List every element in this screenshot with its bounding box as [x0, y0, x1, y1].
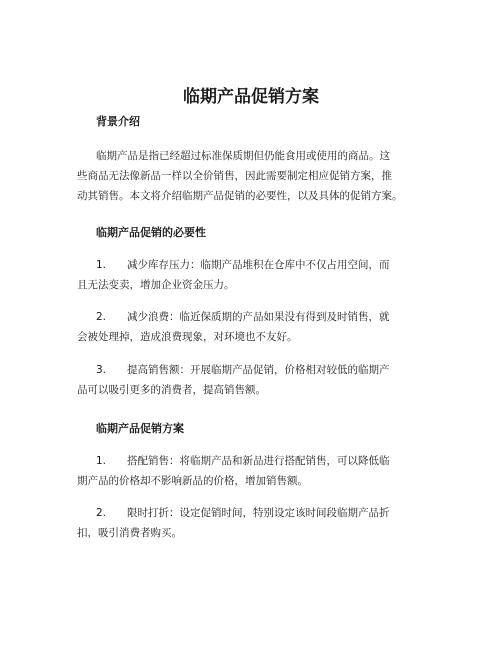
text-line: 减少库存压力：临期产品堆积在仓库中不仅占用空间，而: [127, 259, 390, 271]
text-line: 临期产品是指已经超过标准保质期但仍能食用或使用的商品。这: [96, 150, 390, 162]
text-line: 限时打折：设定促销时间，特别设定该时间段临期产品折: [127, 507, 390, 519]
text-line: 减少浪费：临近保质期的产品如果没有得到及时销售，就: [127, 311, 390, 323]
text-line: 期产品的价格却不影响新品的价格，增加销售额。: [77, 475, 308, 487]
section-heading-plan: 临期产品促销方案: [96, 422, 184, 435]
list-item: [77, 255, 439, 295]
text-line: 搭配销售：将临期产品和新品进行搭配销售，可以降低临: [127, 455, 390, 467]
paragraph-background: [77, 146, 439, 206]
list-item: [77, 451, 439, 491]
page-title: 临期产品促销方案: [183, 87, 319, 107]
list-number: 2.: [96, 507, 107, 519]
list-item: [77, 503, 439, 543]
list-item: [77, 360, 439, 400]
list-number: 3.: [96, 364, 107, 376]
text-line: 且无法变卖，增加企业资金压力。: [77, 279, 235, 291]
list-number: 1.: [96, 259, 107, 271]
section-heading-background: 背景介绍: [96, 115, 140, 128]
list-number: 2.: [96, 311, 107, 323]
text-line: 扣，吸引消费者购买。: [77, 527, 182, 539]
list-number: 1.: [96, 455, 107, 467]
text-line: 提高销售额：开展临期产品促销，价格相对较低的临期产: [127, 364, 390, 376]
text-line: 会被处理掉，造成浪费现象，对环境也不友好。: [77, 331, 298, 343]
text-line: 品可以吸引更多的消费者，提高销售额。: [77, 384, 266, 396]
text-line: 动其销售。本文将介绍临期产品促销的必要性，以及具体的促销方案。: [77, 190, 403, 202]
list-item: [77, 307, 439, 347]
text-line: 些商品无法像新品一样以全价销售，因此需要制定相应促销方案，推: [77, 170, 392, 182]
section-heading-necessity: 临期产品促销的必要性: [96, 226, 206, 239]
